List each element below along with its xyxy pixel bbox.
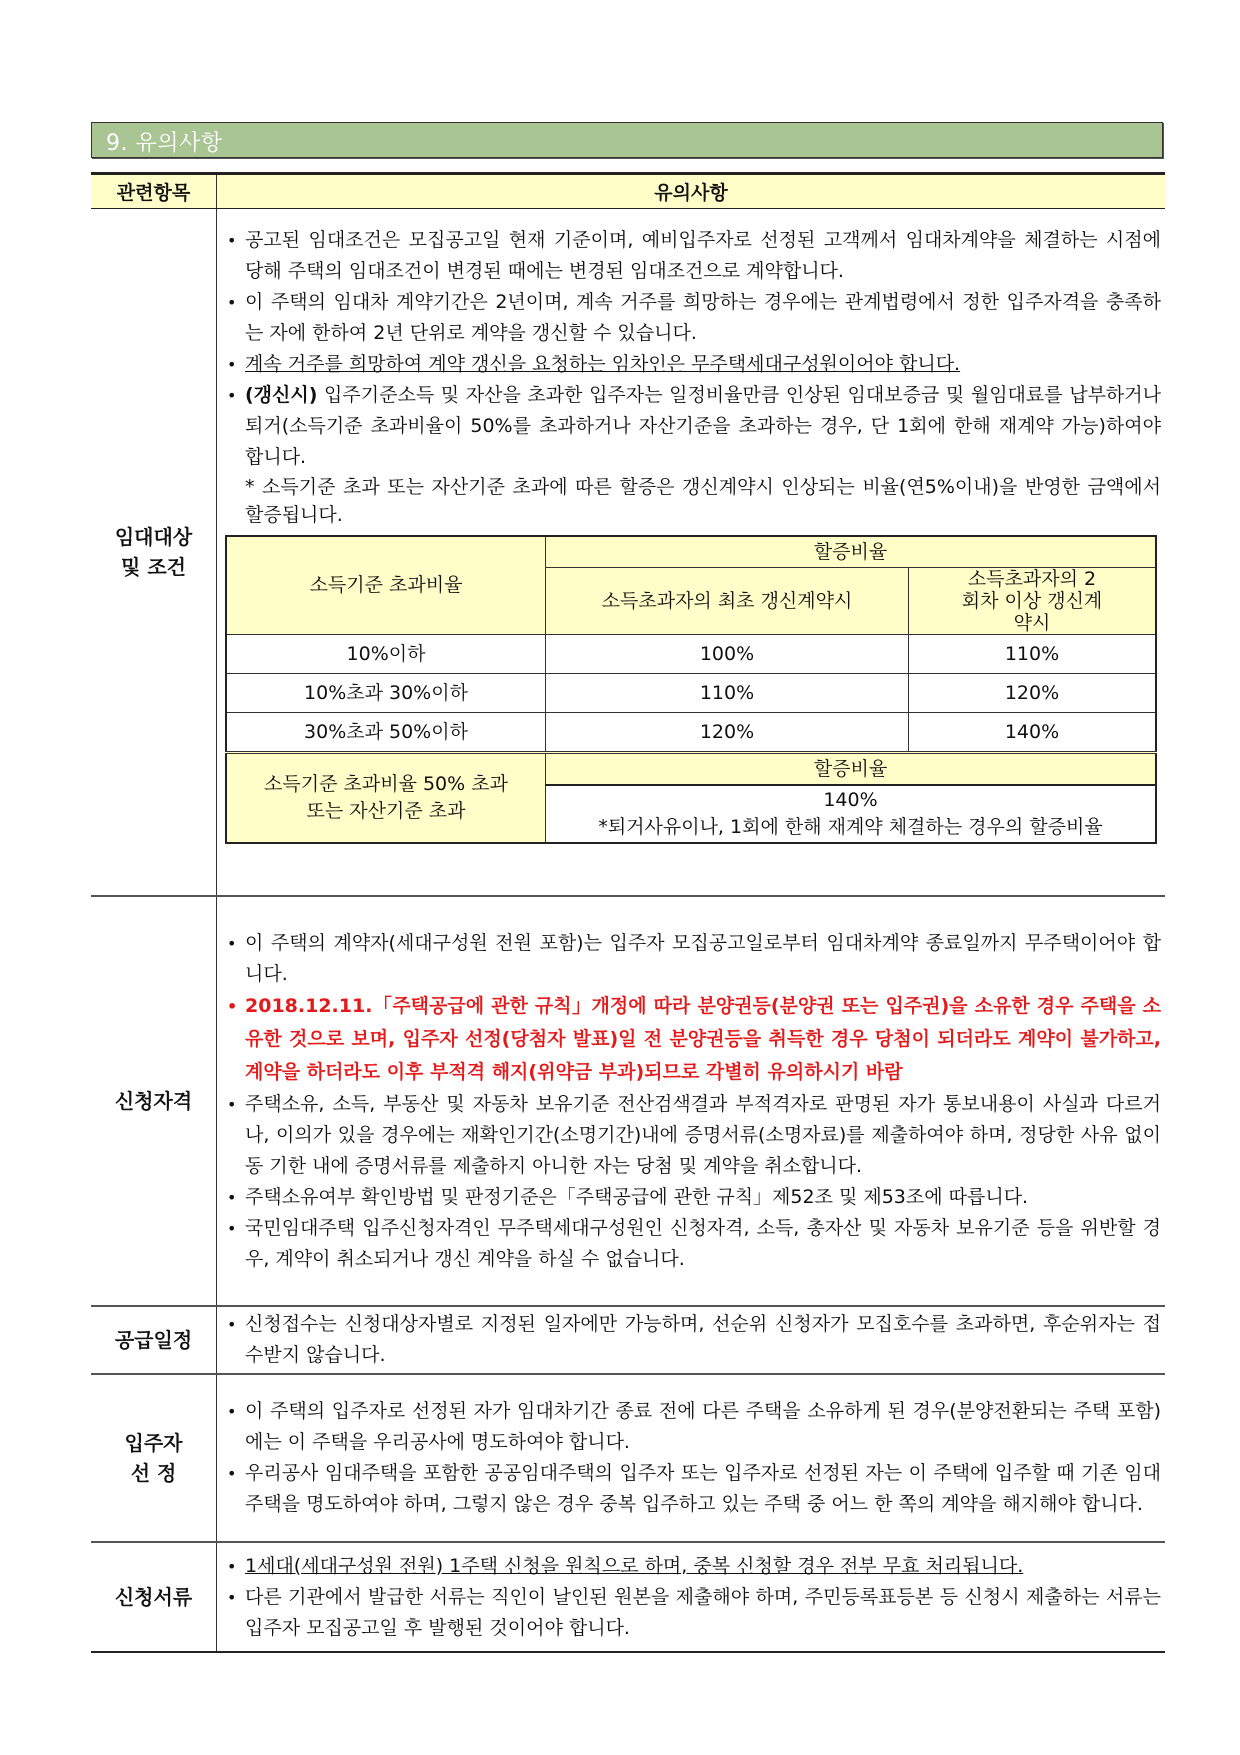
category-schedule: 공급일정 [91, 1306, 217, 1374]
category-line: 임대대상 [114, 525, 193, 549]
list-item: • 이 주택의 계약자(세대구성원 전원 포함)는 입주자 모집공고일로부터 임대차계약 종료일까지 무주택이어야 합니다. [225, 928, 1161, 990]
over-label-line: 또는 자산기준 초과 [306, 799, 466, 822]
table-row [226, 712, 1156, 752]
renewal-text: 입주기준소득 및 자산을 초과한 입주자는 일정비율만큼 인상된 임대보증금 및 월임대료를 납부하거나 퇴거(소득기준 초과비율이 50%를 초과하거나 자산기준을 초과하는 경우, 단 1회에 한해 재계약 가능)하여야 합니다. [245, 383, 1161, 468]
cell-first: 120% [546, 712, 909, 752]
table-row [226, 673, 1156, 712]
over-rate-note: *퇴거사유이나, 1회에 한해 재계약 체결하는 경우의 할증비율 [598, 815, 1103, 838]
list-item: • 이 주택의 입주자로 선정된 자가 임대차기간 종료 전에 다른 주택을 소유하게 된 경우(분양전환되는 주택 포함)에는 이 주택을 우리공사에 명도하여야 합니다. [225, 1396, 1161, 1458]
selection-notes [217, 1374, 1166, 1542]
section-title: 9. 유의사항 [106, 131, 223, 156]
col-second-renewal: 소득초과자의 2회차 이상 갱신계약시 [909, 567, 1157, 634]
cell-range: 10%이하 [226, 634, 546, 673]
notice-table [91, 172, 1165, 1653]
header-category: 관련항목 [91, 174, 217, 209]
section-schedule [91, 1306, 1165, 1374]
eligibility-notes [217, 896, 1166, 1306]
list-item: • 공고된 임대조건은 모집공고일 현재 기준이며, 예비입주자로 선정된 고객께서 임대차계약을 체결하는 시점에 당해 주택의 임대조건이 변경된 때에는 변경된 임대조건으로 계약합니다. [225, 225, 1161, 287]
cell-second: 110% [909, 634, 1157, 673]
header-notes: 유의사항 [217, 174, 1166, 209]
surcharge-table [225, 535, 1157, 844]
cell-range: 30%초과 50%이하 [226, 712, 546, 752]
list-item: • 주택소유여부 확인방법 및 판정기준은「주택공급에 관한 규칙」제52조 및 제53조에 따릅니다. [225, 1182, 1161, 1213]
table-row [226, 634, 1156, 673]
documents-notes [217, 1542, 1166, 1652]
section-title-bar [91, 122, 1163, 158]
list-item: • 다른 기관에서 발급한 서류는 직인이 날인된 원본을 제출해야 하며, 주민등록표등본 등 신청시 제출하는 서류는 입주자 모집공고일 후 발행된 것이어야 합니다. [225, 1582, 1161, 1644]
list-item: • 신청접수는 신청대상자별로 지정된 일자에만 가능하며, 선순위 신청자가 모집호수를 초과하면, 후순위자는 접수받지 않습니다. [225, 1309, 1161, 1371]
list-item: • 우리공사 임대주택을 포함한 공공임대주택의 입주자 또는 입주자로 선정된 자는 이 주택에 입주할 때 기존 임대주택을 명도하여야 하며, 그렇지 않은 경우 중복 입주하고 있는 주택 중 어느 한 쪽의 계약을 해지해야 합니다. [225, 1458, 1161, 1520]
over-rate-header: 할증비율 [546, 752, 1157, 785]
category-selection [91, 1374, 217, 1542]
col-surcharge-rate: 할증비율 [546, 536, 1157, 568]
category-eligibility: 신청자격 [91, 896, 217, 1306]
section-documents [91, 1542, 1165, 1652]
cell-over-rate [546, 785, 1157, 843]
list-item: • 국민임대주택 입주신청자격인 무주택세대구성원인 신청자격, 소득, 총자산 및 자동차 보유기준 등을 위반할 경우, 계약이 취소되거나 갱신 계약을 하실 수 없습니다. [225, 1213, 1161, 1275]
col-income-ratio: 소득기준 초과비율 [226, 536, 546, 635]
list-item: • 1세대(세대구성원 전원) 1주택 신청을 원칙으로 하며, 중복 신청할 경우 전부 무효 처리됩니다. [225, 1551, 1161, 1582]
col-first-renewal: 소득초과자의 최초 갱신계약시 [546, 567, 909, 634]
category-line: 선 정 [130, 1461, 177, 1485]
over-label-line: 소득기준 초과비율 50% 초과 [264, 772, 508, 795]
schedule-notes [217, 1306, 1166, 1374]
cell-second: 120% [909, 673, 1157, 712]
surcharge-note: * 소득기준 초과 또는 자산기준 초과에 따른 할증은 갱신계약시 인상되는 비율(연5%이내)을 반영한 금액에서 할증됩니다. [245, 475, 1161, 526]
cell-range: 10%초과 30%이하 [226, 673, 546, 712]
table-header [91, 174, 1165, 209]
list-item: • 이 주택의 임대차 계약기간은 2년이며, 계속 거주를 희망하는 경우에는 관계법령에서 정한 입주자격을 충족하는 자에 한하여 2년 단위로 계약을 갱신할 수 있습니다. [225, 287, 1161, 349]
cell-first: 100% [546, 634, 909, 673]
cell-second: 140% [909, 712, 1157, 752]
list-item [225, 380, 1161, 473]
cell-over-50 [226, 752, 546, 843]
section-selection [91, 1374, 1165, 1542]
cell-first: 110% [546, 673, 909, 712]
category-line: 및 조건 [121, 555, 186, 579]
renewal-label: (갱신시) [245, 383, 318, 406]
lease-notes [217, 209, 1166, 897]
category-lease [91, 209, 217, 897]
section-lease [91, 209, 1165, 897]
list-item-warning: • 2018.12.11.「주택공급에 관한 규칙」개정에 따라 분양권등(분양권 또는 입주권)을 소유한 경우 주택을 소유한 것으로 보며, 입주자 선정(당첨자 발표)일 전 분양권등을 취득한 경우 당첨이 되더라도 계약이 불가하고, 계약을 하더라도 이후 부적격 해지(위약금 부과)되므로 각별히 유의하시기 바람 [225, 990, 1161, 1089]
list-item: • 계속 거주를 희망하여 계약 갱신을 요청하는 임차인은 무주택세대구성원이어야 합니다. [225, 349, 1161, 380]
list-item: • 주택소유, 소득, 부동산 및 자동차 보유기준 전산검색결과 부적격자로 판명된 자가 통보내용이 사실과 다르거나, 이의가 있을 경우에는 재확인기간(소명기간)내에 증명서류(소명자료)를 제출하여야 하며, 정당한 사유 없이 동 기한 내에 증명서류를 제출하지 아니한 자는 당첨 및 계약을 취소합니다. [225, 1089, 1161, 1182]
section-eligibility [91, 896, 1165, 1306]
over-rate: 140% [823, 788, 878, 811]
category-line: 입주자 [124, 1431, 183, 1455]
category-documents: 신청서류 [91, 1542, 217, 1652]
